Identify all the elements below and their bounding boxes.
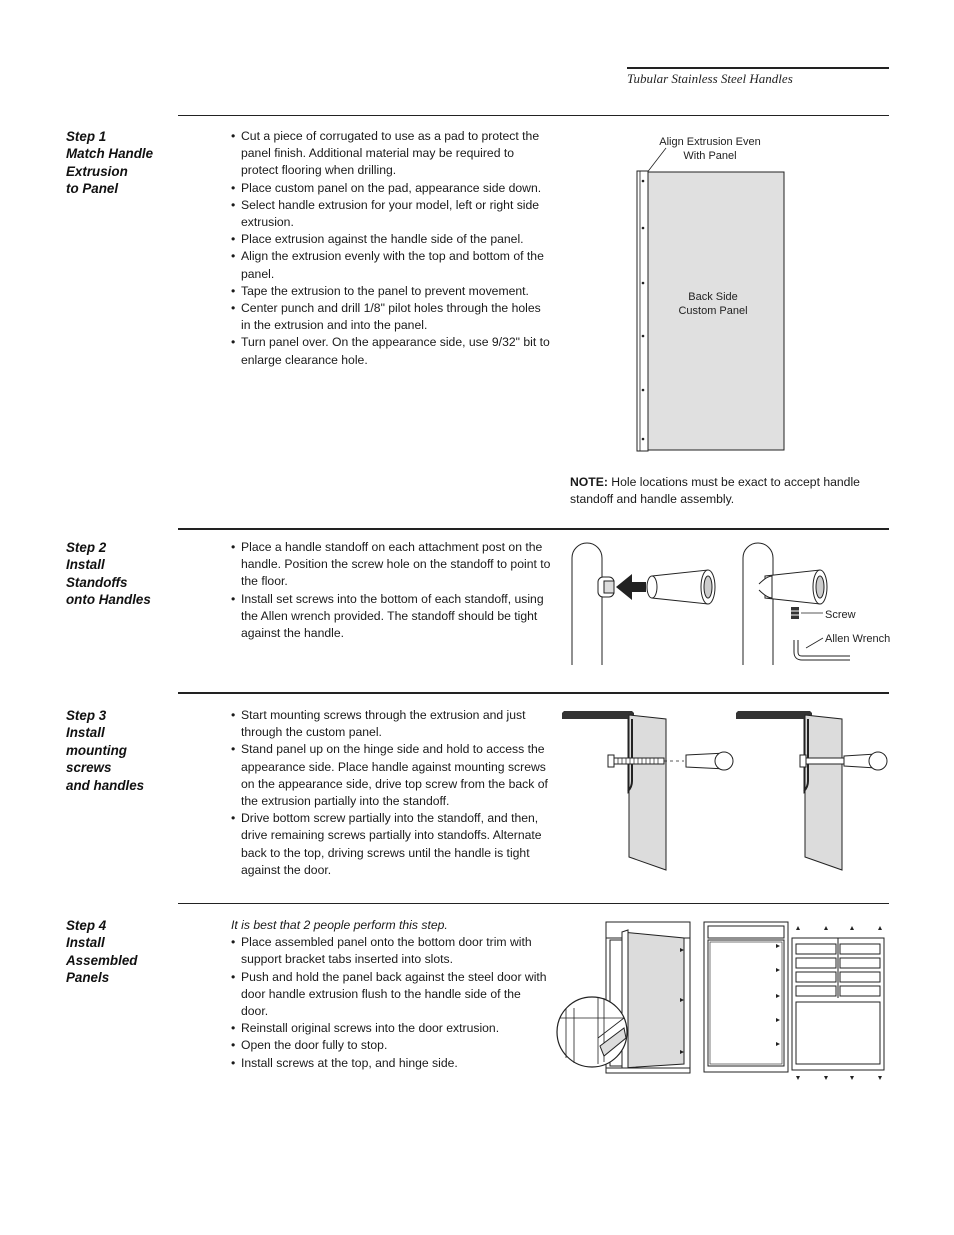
header-rule [627,67,889,69]
step-1-bullet: • Turn panel over. On the appearance side, use 9/32" bit to enlarge clearance hole. [231,334,551,368]
step-4-bullet: • Reinstall original screws into the door extrusion. [231,1020,551,1037]
step-1-bullet: • Center punch and drill 1/8" pilot holes through the holes in the extrusion and into the panel. [231,300,551,334]
section-divider [178,903,889,904]
page-header-title: Tubular Stainless Steel Handles [627,71,793,86]
step-2-bullet: • Place a handle standoff on each attachment post on the handle. Position the screw hole on the standoff to point to the floor. [231,539,551,591]
section-divider [178,528,889,530]
step-4-heading-line: Step 4 [66,918,107,933]
step-3-bullet: • Drive bottom screw partially into the standoff, and then, drive remaining screws partially into standoffs. Alternate back to the top, driving screws until the handle is tight against the door. [231,810,551,879]
step-4-heading-line: Install [66,935,105,951]
figure-extrusion-panel [560,128,890,458]
label-align-extrusion: With Panel [683,150,737,162]
extrusion-shape [637,171,648,451]
detail-magnifier [557,997,627,1067]
step-2-heading-line: Step 2 [66,540,107,555]
step-4-instructions [231,917,551,1072]
step-3-heading [66,707,176,794]
label-back-side-panel: Back Side [688,291,738,303]
step-3-heading-line: Install [66,725,105,741]
step-1-heading-line: Step 1 [66,129,107,144]
step-2-instructions [231,539,551,642]
step-2-heading-line: Install [66,557,105,573]
step-3-instructions [231,707,551,879]
step-1-instructions [231,128,551,369]
figure-mounting-screws [560,705,890,875]
step-4-bullet: • Open the door fully to stop. [231,1037,551,1054]
step-1-heading [66,128,176,198]
note-label: NOTE: [570,475,608,489]
label-allen-wrench: Allen Wrench [825,633,891,645]
step-4-heading-line: Assembled [66,952,138,968]
label-screw: Screw [825,609,856,621]
step-3-bullet: • Start mounting screws through the extrusion and just through the custom panel. [231,707,551,741]
step-4-intro: It is best that 2 people perform this step. [231,918,448,932]
step-2-bullet: • Install set screws into the bottom of each standoff, using the Allen wrench provided. The standoff should be tight against the handle. [231,591,551,643]
step-1-bullet: • Align the extrusion evenly with the top and bottom of the panel. [231,248,551,282]
step-4-bullet: • Install screws at the top, and hinge side. [231,1055,551,1072]
step-1-heading-line: Match Handle [66,146,154,162]
step-2-heading-line: Standoffs [66,574,128,590]
figure-standoff-handle [560,540,890,670]
step-3-bullet: • Stand panel up on the hinge side and hold to access the appearance side. Place handle against mounting screws on the appearance side, drive top screw from the back of the extrusion partially into the standoff. [231,741,551,810]
step-1-heading-line: Extrusion [66,163,128,179]
step-3-heading-line: mounting [66,742,127,758]
step-2-heading-line: onto Handles [66,592,151,608]
step-1-bullet: • Tape the extrusion to the panel to prevent movement. [231,283,551,300]
step-4-heading [66,917,176,987]
section-divider [178,115,889,116]
step-1-bullet: • Select handle extrusion for your model, left or right side extrusion. [231,197,551,231]
step-1-bullet: • Place extrusion against the handle side of the panel. [231,231,551,248]
step-3-heading-line: screws [66,760,112,776]
step-2-heading [66,539,176,609]
note-text: Hole locations must be exact to accept handle standoff and handle assembly. [570,475,860,507]
label-back-side-panel: Custom Panel [678,305,748,317]
step-1-bullet: • Cut a piece of corrugated to use as a pad to protect the panel finish. Additional material may be required to protect flooring when drilling. [231,128,551,180]
note-hole-locations [570,474,880,508]
figure-install-panels [552,918,887,1083]
step-3-heading-line: and handles [66,777,145,793]
label-align-extrusion: Align Extrusion Even [659,136,761,148]
section-divider [178,692,889,694]
step-1-heading-line: to Panel [66,181,119,197]
step-1-bullet: • Place custom panel on the pad, appearance side down. [231,180,551,197]
arrow-icon [616,574,646,600]
step-4-heading-line: Panels [66,970,110,986]
step-3-heading-line: Step 3 [66,708,107,723]
step-4-bullet: • Push and hold the panel back against the steel door with door handle extrusion flush to the handle side of the door. [231,969,551,1021]
set-screw-icon [791,607,799,619]
step-4-bullet: • Place assembled panel onto the bottom door trim with support bracket tabs inserted into slots. [231,934,551,968]
